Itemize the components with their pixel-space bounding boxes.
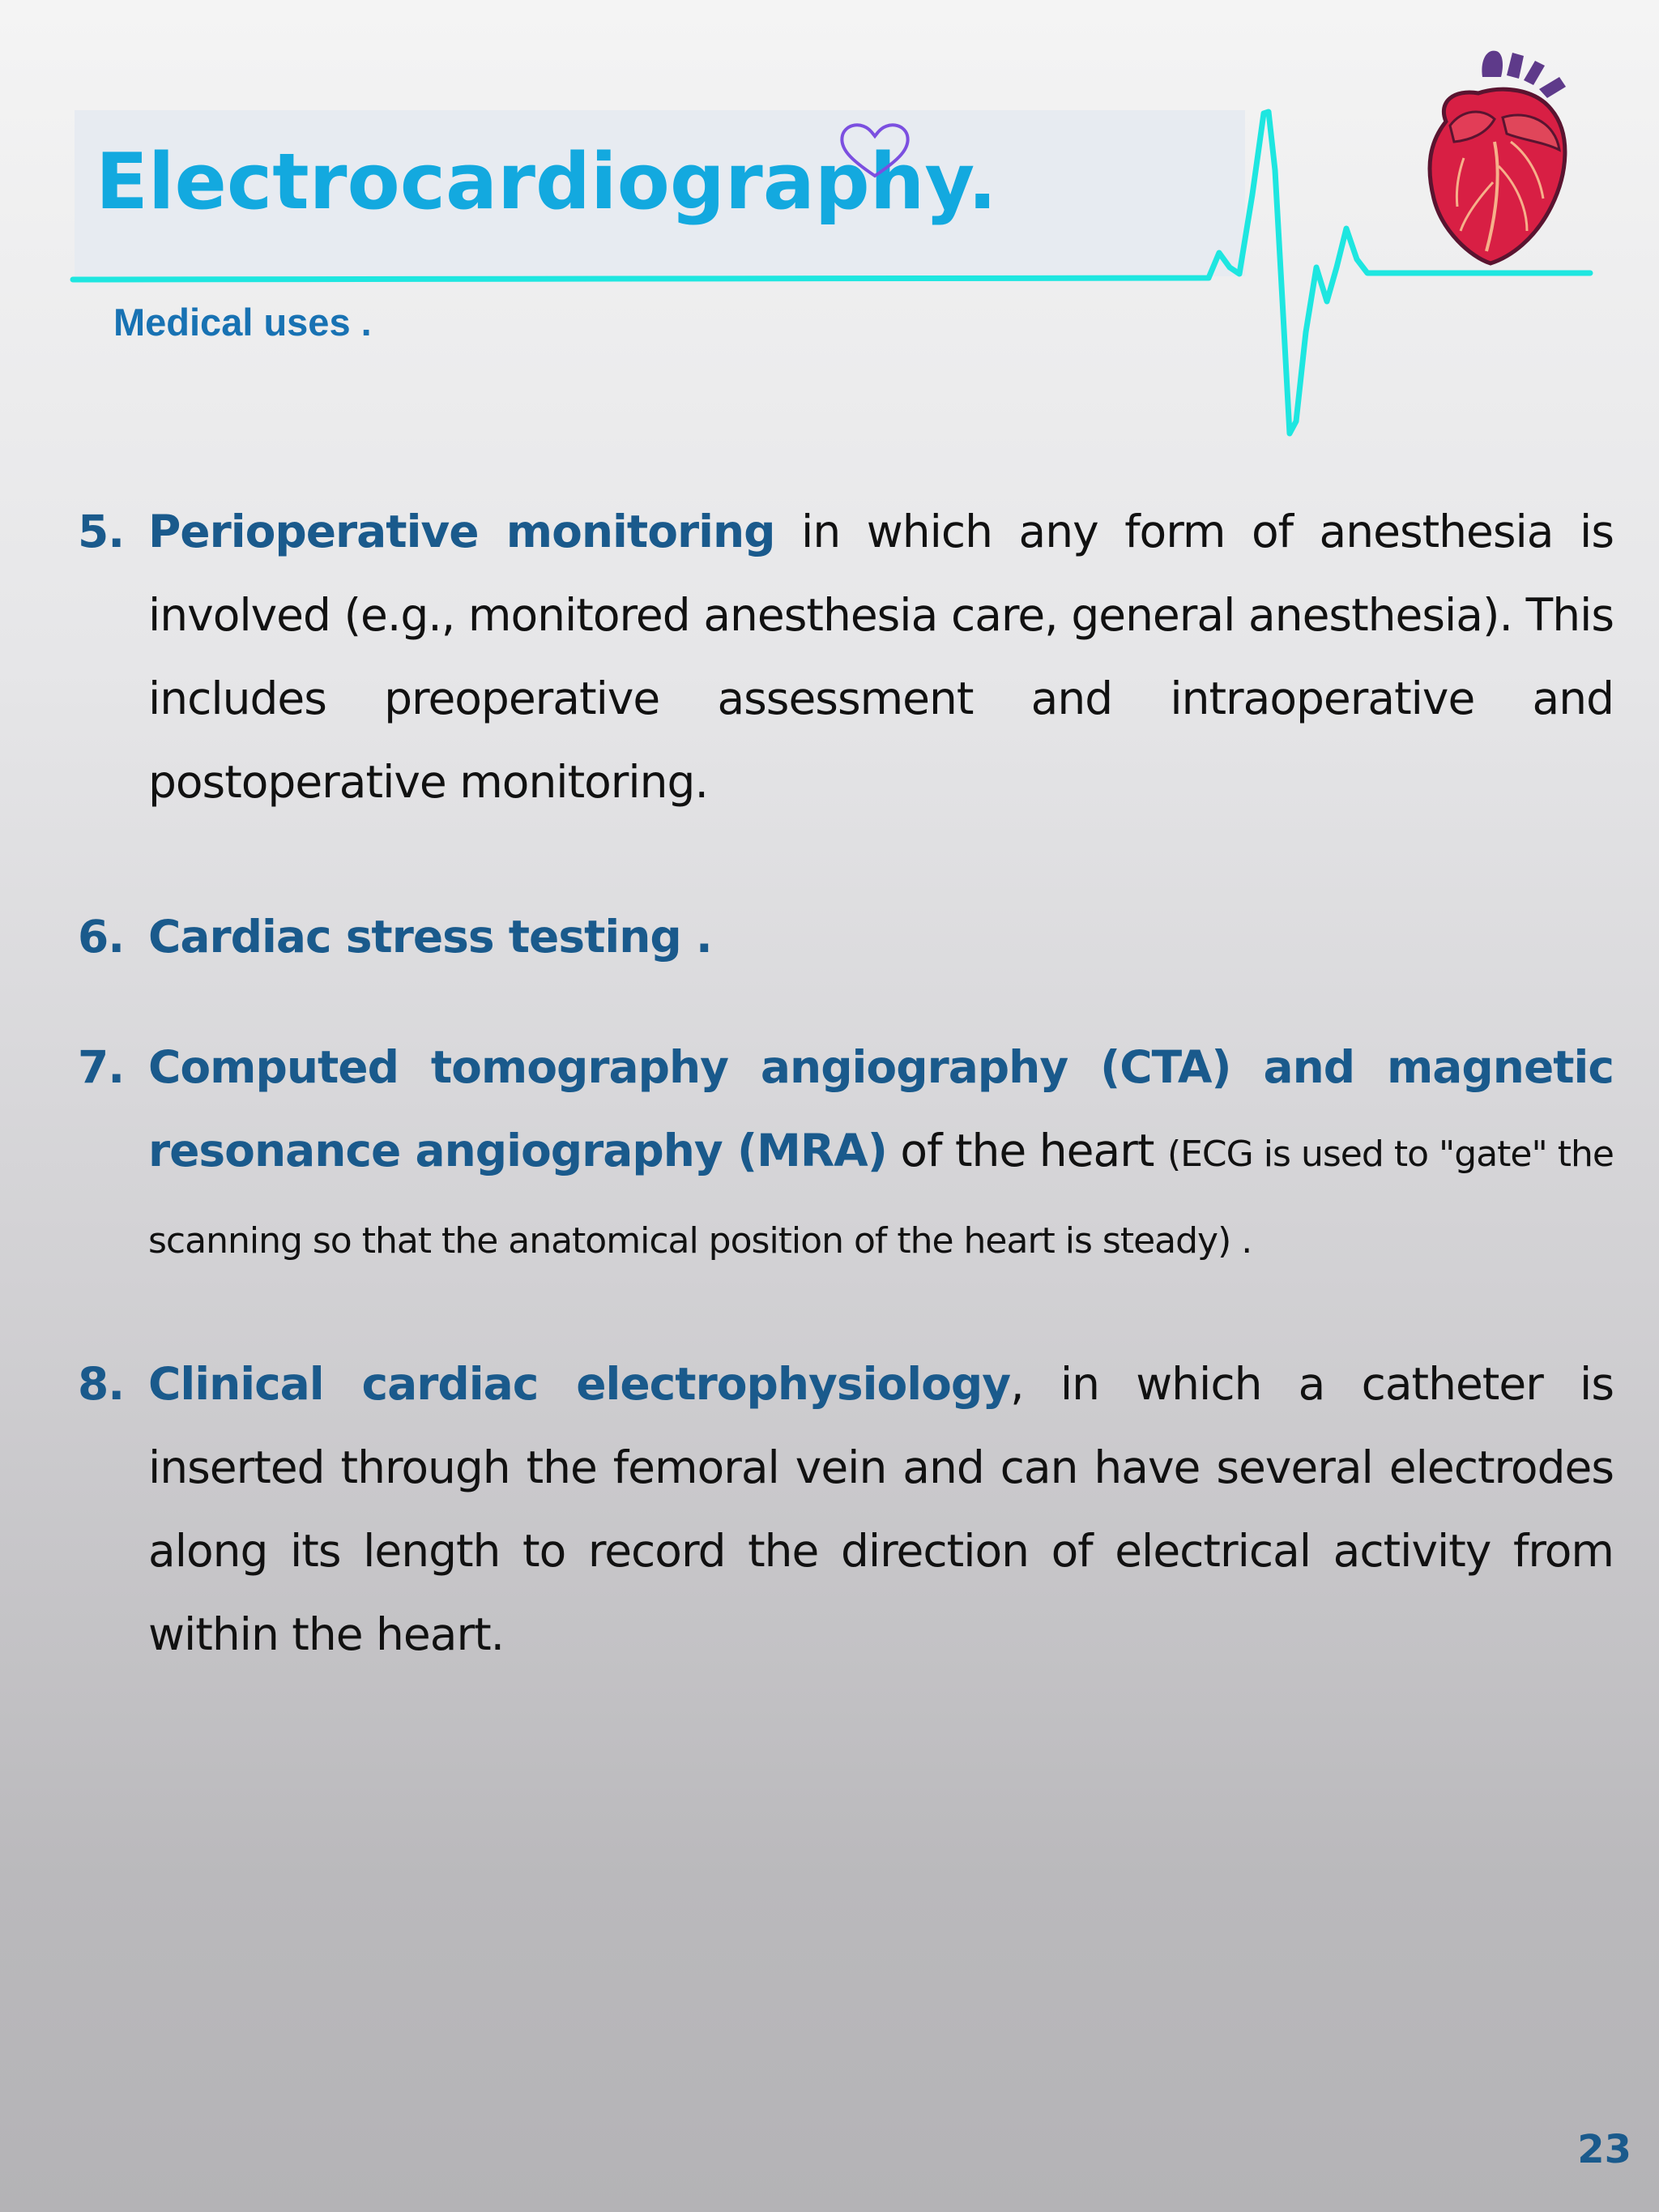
item-term: Computed tomography angiography (CTA) and magnetic resonance angiography (MRA) — [148, 1041, 1614, 1176]
list-item — [78, 1343, 1614, 1676]
page-title: Electrocardiography. — [96, 138, 997, 227]
page-number: 23 — [1577, 2127, 1631, 2172]
item-term: Perioperative monitoring — [148, 506, 775, 557]
medical-uses-list — [78, 490, 1614, 1676]
item-note: (ECG is used to "gate" the scanning so that the anatomical position of the heart is steady) . — [148, 1134, 1614, 1262]
item-text: in which any form of anesthesia is involved (e.g., monitored anesthesia care, general anesthesia). This includes preoperative assessment and intraoperative and postoperative monitoring. — [148, 506, 1614, 808]
item-number: 7. — [78, 1041, 125, 1093]
section-subtitle: Medical uses . — [113, 301, 372, 344]
item-term: Cardiac stress testing . — [148, 911, 712, 963]
item-number: 5. — [78, 506, 125, 557]
list-item — [78, 895, 1614, 979]
list-item — [78, 490, 1614, 824]
item-text: of the heart — [886, 1125, 1167, 1176]
item-number: 6. — [78, 911, 125, 963]
item-number: 8. — [78, 1358, 125, 1410]
item-term: Clinical cardiac electrophysiology — [148, 1358, 1011, 1410]
list-item — [78, 1026, 1614, 1283]
anatomical-heart-illustration — [1405, 45, 1600, 271]
item-text: , in which a catheter is inserted through the femoral vein and can have several electrodes along its length to record the direction of electrical activity from within the heart. — [148, 1358, 1614, 1660]
